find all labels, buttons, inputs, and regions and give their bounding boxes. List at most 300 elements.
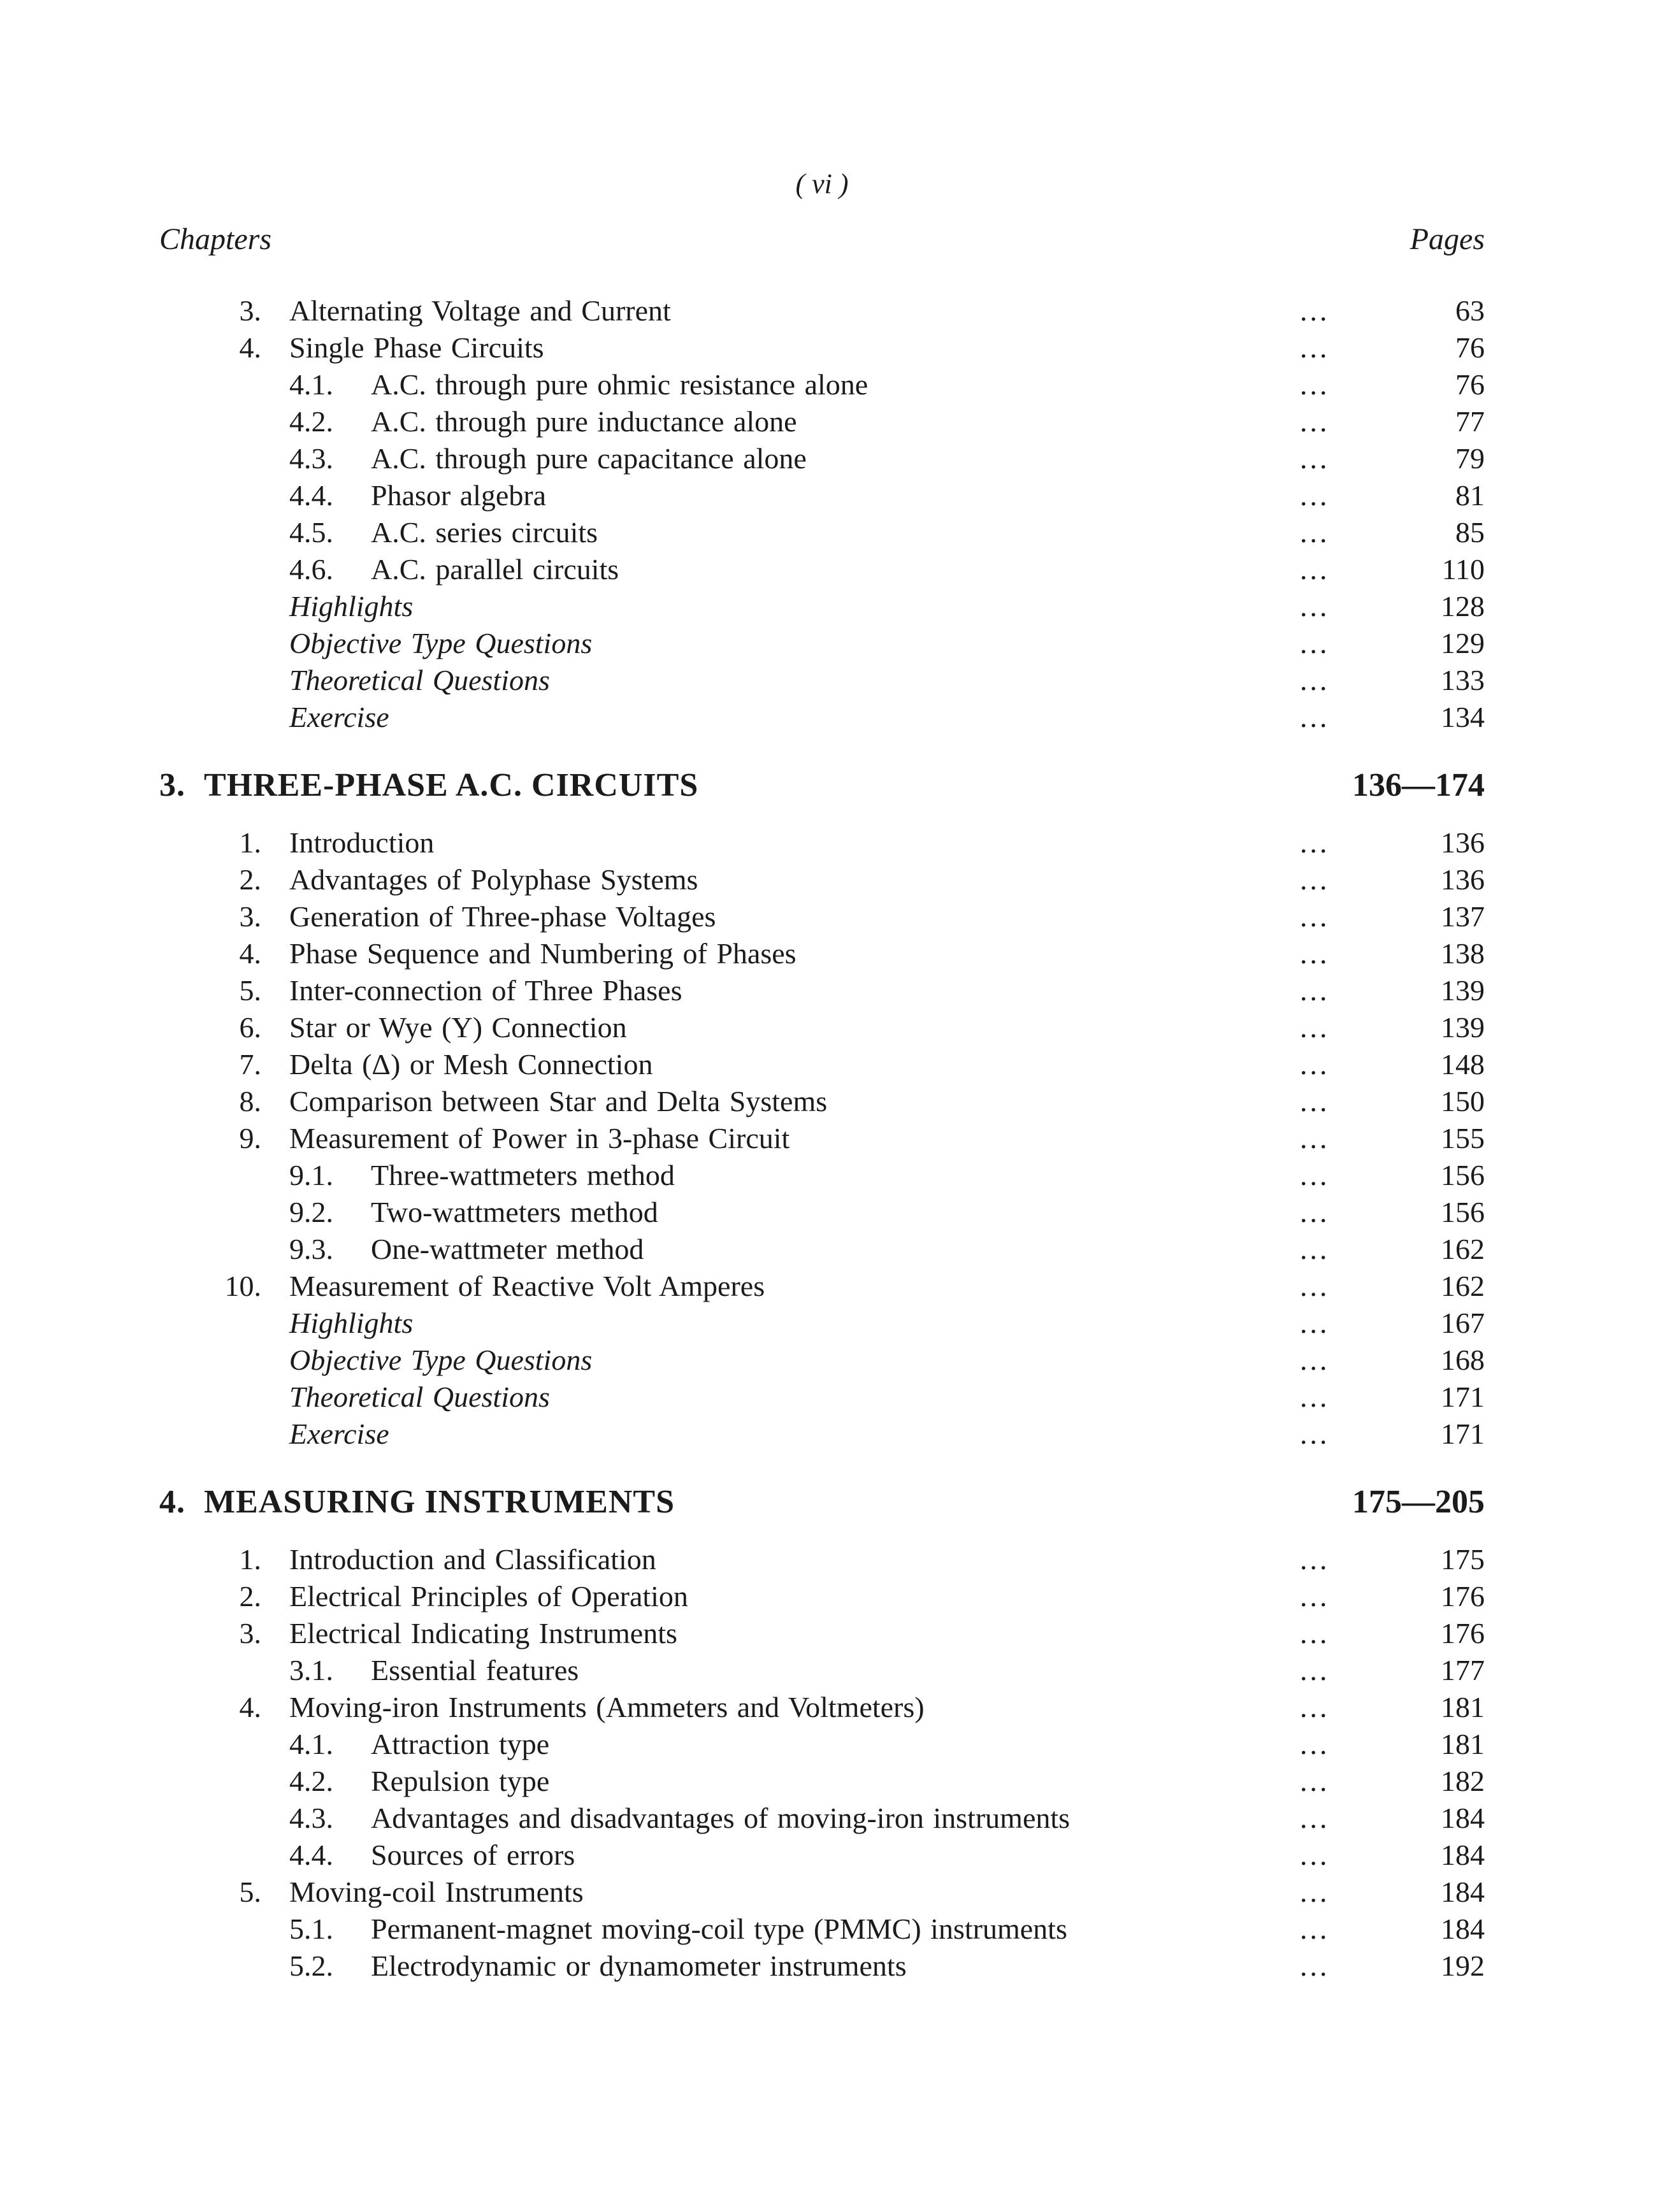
entry-number: [159, 551, 289, 588]
entry-label: Theoretical Questions: [289, 1381, 550, 1413]
entry-page-cell: [1300, 1911, 1485, 1948]
chapters-label: Chapters: [159, 222, 272, 256]
toc-row: [159, 403, 1485, 440]
entry-label-cell: [289, 625, 1300, 662]
dot-leader: ...: [1300, 1617, 1330, 1649]
entry-number: [159, 1231, 289, 1268]
entry-label: Exercise: [289, 1418, 389, 1450]
entry-page-cell: [1300, 440, 1485, 477]
toc-column-headers: [159, 222, 1485, 257]
toc-row: [159, 1541, 1485, 1578]
entry-number: 8.: [239, 1085, 261, 1117]
entry-label: Electrical Indicating Instruments: [289, 1617, 677, 1649]
toc-row: [159, 935, 1485, 972]
entry-label-cell: [289, 366, 1300, 403]
entry-number: [159, 1837, 289, 1874]
entry-page-cell: [1300, 1268, 1485, 1305]
entry-page-cell: [1300, 292, 1485, 329]
chapter-page-range: 175—205: [1352, 1484, 1485, 1520]
dot-leader: ...: [1300, 294, 1330, 327]
entry-page: 156: [1441, 1159, 1485, 1191]
dot-leader: ...: [1300, 627, 1330, 659]
entry-subnumber: 9.1.: [289, 1159, 333, 1191]
entry-label-cell: [289, 329, 1300, 366]
entry-page: 133: [1441, 664, 1485, 696]
dot-leader: ...: [1300, 1418, 1330, 1450]
entry-label: Generation of Three-phase Voltages: [289, 900, 716, 933]
dot-leader: ...: [1300, 863, 1330, 896]
entry-page: 176: [1441, 1617, 1485, 1649]
entry-label-cell: [289, 1763, 1300, 1800]
toc-row: [159, 1726, 1485, 1763]
entry-page: 63: [1455, 294, 1485, 327]
toc-row: [159, 514, 1485, 551]
toc-row: [159, 1763, 1485, 1800]
entry-subnumber: 4.2.: [289, 1765, 333, 1797]
toc-row: [159, 699, 1485, 736]
entry-number: [159, 1763, 289, 1800]
dot-leader: ...: [1300, 553, 1330, 585]
entry-number: [159, 1948, 289, 1985]
dot-leader: ...: [1300, 516, 1330, 549]
entry-page-cell: [1300, 1305, 1485, 1342]
dot-leader: ...: [1300, 1196, 1330, 1228]
toc-section: [159, 824, 1485, 1453]
toc-row: [159, 898, 1485, 935]
toc-row: [159, 1948, 1485, 1985]
entry-page-cell: [1300, 1083, 1485, 1120]
entry-number: [159, 1800, 289, 1837]
dot-leader: ...: [1300, 1839, 1330, 1871]
entry-page-cell: [1300, 1615, 1485, 1652]
toc-row: [159, 1578, 1485, 1615]
dot-leader: ...: [1300, 1159, 1330, 1191]
dot-leader: ...: [1300, 1233, 1330, 1265]
chapter-number: 3.: [159, 767, 185, 803]
entry-page: 150: [1441, 1085, 1485, 1117]
entry-page: 184: [1441, 1839, 1485, 1871]
entry-page: 129: [1441, 627, 1485, 659]
entry-number: [159, 1379, 289, 1416]
chapter-number: 4.: [159, 1484, 185, 1520]
entry-page-cell: [1300, 1763, 1485, 1800]
dot-leader: ...: [1300, 937, 1330, 970]
entry-label-cell: [289, 1231, 1300, 1268]
entry-page-cell: [1300, 1652, 1485, 1689]
entry-page: 167: [1441, 1307, 1485, 1339]
entry-number: 5.: [239, 974, 261, 1007]
entry-label: A.C. through pure capacitance alone: [371, 442, 807, 475]
entry-number: 2.: [239, 1580, 261, 1612]
entry-label-cell: [289, 1911, 1300, 1948]
entry-page-cell: [1300, 972, 1485, 1009]
entry-label: Two-wattmeters method: [371, 1196, 658, 1228]
entry-label-cell: [289, 440, 1300, 477]
toc-row: [159, 1305, 1485, 1342]
entry-page-cell: [1300, 1009, 1485, 1046]
entry-label: Theoretical Questions: [289, 664, 550, 696]
entry-page-cell: [1300, 1578, 1485, 1615]
entry-label: Electrodynamic or dynamometer instruments: [371, 1950, 907, 1982]
entry-label: Essential features: [371, 1654, 579, 1686]
entry-number: [159, 514, 289, 551]
entry-label-cell: [289, 1157, 1300, 1194]
entry-page-cell: [1300, 1800, 1485, 1837]
entry-number: [159, 1416, 289, 1453]
entry-subnumber: 4.3.: [289, 442, 333, 475]
entry-label-cell: [289, 1578, 1300, 1615]
toc-section: [159, 1541, 1485, 1985]
dot-leader: ...: [1300, 590, 1330, 622]
entry-number: [159, 1194, 289, 1231]
dot-leader: ...: [1300, 1913, 1330, 1945]
entry-page: 176: [1441, 1580, 1485, 1612]
entry-label: Repulsion type: [371, 1765, 550, 1797]
entry-label: Introduction: [289, 826, 435, 859]
entry-page: 138: [1441, 937, 1485, 970]
entry-page: 162: [1441, 1270, 1485, 1302]
entry-label: Measurement of Reactive Volt Amperes: [289, 1270, 765, 1302]
entry-label: Alternating Voltage and Current: [289, 294, 671, 327]
entry-number: [159, 699, 289, 736]
dot-leader: ...: [1300, 1691, 1330, 1723]
entry-label: Attraction type: [371, 1728, 550, 1760]
entry-label: Single Phase Circuits: [289, 331, 544, 364]
entry-subnumber: 5.1.: [289, 1913, 333, 1945]
entry-number: [159, 440, 289, 477]
entry-subnumber: 5.2.: [289, 1950, 333, 1982]
entry-label-cell: [289, 1416, 1300, 1453]
entry-label-cell: [289, 898, 1300, 935]
chapter-title: THREE-PHASE A.C. CIRCUITS: [204, 767, 699, 803]
toc-row: [159, 1911, 1485, 1948]
toc-row: [159, 972, 1485, 1009]
entry-subnumber: 4.3.: [289, 1802, 333, 1834]
entry-number: 5.: [239, 1876, 261, 1908]
entry-label-cell: [289, 1615, 1300, 1652]
entry-label-cell: [289, 1874, 1300, 1911]
toc-body: [159, 292, 1485, 1985]
entry-page-cell: [1300, 329, 1485, 366]
dot-leader: ...: [1300, 1728, 1330, 1760]
entry-page: 139: [1441, 974, 1485, 1007]
toc-row: [159, 1083, 1485, 1120]
entry-label-cell: [289, 477, 1300, 514]
entry-page: 168: [1441, 1344, 1485, 1376]
entry-subnumber: 4.4.: [289, 479, 333, 512]
dot-leader: ...: [1300, 1876, 1330, 1908]
entry-label: A.C. parallel circuits: [371, 553, 619, 585]
entry-label: A.C. through pure ohmic resistance alone: [371, 368, 869, 401]
entry-label: Objective Type Questions: [289, 1344, 593, 1376]
dot-leader: ...: [1300, 1543, 1330, 1576]
entry-label: Highlights: [289, 1307, 414, 1339]
entry-label: Three-wattmeters method: [371, 1159, 675, 1191]
entry-label-cell: [289, 588, 1300, 625]
entry-page-cell: [1300, 1120, 1485, 1157]
entry-label: Moving-iron Instruments (Ammeters and Voltmeters): [289, 1691, 925, 1723]
entry-subnumber: 4.2.: [289, 405, 333, 438]
toc-row: [159, 1800, 1485, 1837]
entry-page: 110: [1441, 553, 1485, 585]
entry-label-cell: [289, 1726, 1300, 1763]
entry-page-cell: [1300, 403, 1485, 440]
entry-label-cell: [289, 1379, 1300, 1416]
entry-label: Star or Wye (Y) Connection: [289, 1011, 627, 1044]
entry-page: 182: [1441, 1765, 1485, 1797]
entry-page: 128: [1441, 590, 1485, 622]
entry-label-cell: [289, 1009, 1300, 1046]
entry-page-cell: [1300, 1689, 1485, 1726]
dot-leader: ...: [1300, 1048, 1330, 1081]
entry-number: [159, 477, 289, 514]
toc-row: [159, 1416, 1485, 1453]
toc-row: [159, 1837, 1485, 1874]
entry-page-cell: [1300, 625, 1485, 662]
entry-number: 9.: [239, 1122, 261, 1154]
toc-row: [159, 1652, 1485, 1689]
entry-number: 3.: [239, 1617, 261, 1649]
entry-number: 4.: [239, 937, 261, 970]
entry-page-cell: [1300, 1194, 1485, 1231]
entry-page: 76: [1455, 368, 1485, 401]
entry-number: [159, 1305, 289, 1342]
toc-row: [159, 477, 1485, 514]
toc-row: [159, 1194, 1485, 1231]
toc-row: [159, 824, 1485, 861]
dot-leader: ...: [1300, 479, 1330, 512]
entry-label: Moving-coil Instruments: [289, 1876, 584, 1908]
entry-number: [159, 1342, 289, 1379]
entry-page-cell: [1300, 1342, 1485, 1379]
entry-page-cell: [1300, 551, 1485, 588]
entry-label-cell: [289, 1305, 1300, 1342]
entry-label-cell: [289, 1194, 1300, 1231]
entry-label: A.C. series circuits: [371, 516, 598, 549]
dot-leader: ...: [1300, 1580, 1330, 1612]
chapter-heading: [159, 763, 1485, 808]
page-folio: ( vi ): [795, 168, 849, 199]
entry-label-cell: [289, 1046, 1300, 1083]
dot-leader: ...: [1300, 1270, 1330, 1302]
entry-page-cell: [1300, 477, 1485, 514]
entry-page: 139: [1441, 1011, 1485, 1044]
dot-leader: ...: [1300, 442, 1330, 475]
toc-row: [159, 1874, 1485, 1911]
entry-label-cell: [289, 403, 1300, 440]
entry-number: 3.: [239, 900, 261, 933]
entry-number: [159, 366, 289, 403]
entry-label: Sources of errors: [371, 1839, 575, 1871]
entry-subnumber: 4.6.: [289, 553, 333, 585]
entry-number: [159, 1157, 289, 1194]
entry-label: Comparison between Star and Delta Systems: [289, 1085, 828, 1117]
entry-label: Phase Sequence and Numbering of Phases: [289, 937, 797, 970]
entry-page: 184: [1441, 1876, 1485, 1908]
entry-number: 4.: [239, 1691, 261, 1723]
dot-leader: ...: [1300, 1122, 1330, 1154]
entry-page-cell: [1300, 1379, 1485, 1416]
entry-number: [159, 625, 289, 662]
entry-page: 134: [1441, 701, 1485, 733]
entry-page-cell: [1300, 1837, 1485, 1874]
entry-page: 181: [1441, 1728, 1485, 1760]
entry-subnumber: 4.4.: [289, 1839, 333, 1871]
entry-label: A.C. through pure inductance alone: [371, 405, 797, 438]
entry-number: 4.: [239, 331, 261, 364]
toc-row: [159, 861, 1485, 898]
dot-leader: ...: [1300, 1381, 1330, 1413]
entry-page: 192: [1441, 1950, 1485, 1982]
toc-row: [159, 329, 1485, 366]
entry-label: Introduction and Classification: [289, 1543, 656, 1576]
entry-label: Highlights: [289, 590, 414, 622]
entry-label: Inter-connection of Three Phases: [289, 974, 682, 1007]
toc-row: [159, 440, 1485, 477]
entry-page: 171: [1441, 1418, 1485, 1450]
dot-leader: ...: [1300, 1307, 1330, 1339]
dot-leader: ...: [1300, 701, 1330, 733]
toc-row: [159, 1615, 1485, 1652]
entry-page-cell: [1300, 588, 1485, 625]
entry-label-cell: [289, 1342, 1300, 1379]
entry-number: 2.: [239, 863, 261, 896]
toc-row: [159, 1120, 1485, 1157]
entry-label-cell: [289, 551, 1300, 588]
entry-page-cell: [1300, 1541, 1485, 1578]
toc-section: [159, 292, 1485, 736]
dot-leader: ...: [1300, 1085, 1330, 1117]
entry-page: 155: [1441, 1122, 1485, 1154]
entry-label-cell: [289, 861, 1300, 898]
entry-label-cell: [289, 1541, 1300, 1578]
entry-label-cell: [289, 1837, 1300, 1874]
toc-row: [159, 1231, 1485, 1268]
dot-leader: ...: [1300, 664, 1330, 696]
toc-row: [159, 1689, 1485, 1726]
entry-label-cell: [289, 699, 1300, 736]
toc-row: [159, 1046, 1485, 1083]
dot-leader: ...: [1300, 1011, 1330, 1044]
entry-page: 79: [1455, 442, 1485, 475]
dot-leader: ...: [1300, 900, 1330, 933]
entry-page: 162: [1441, 1233, 1485, 1265]
entry-number: [159, 403, 289, 440]
entry-number: 7.: [239, 1048, 261, 1081]
entry-page-cell: [1300, 1416, 1485, 1453]
toc-row: [159, 1379, 1485, 1416]
entry-label: Phasor algebra: [371, 479, 547, 512]
entry-label: Delta (Δ) or Mesh Connection: [289, 1048, 653, 1081]
entry-label-cell: [289, 662, 1300, 699]
dot-leader: ...: [1300, 331, 1330, 364]
entry-page-cell: [1300, 1948, 1485, 1985]
entry-label-cell: [289, 292, 1300, 329]
entry-page-cell: [1300, 1874, 1485, 1911]
entry-label-cell: [289, 824, 1300, 861]
entry-page-cell: [1300, 824, 1485, 861]
entry-page: 81: [1455, 479, 1485, 512]
dot-leader: ...: [1300, 826, 1330, 859]
dot-leader: ...: [1300, 1802, 1330, 1834]
toc-row: [159, 662, 1485, 699]
entry-label-cell: [289, 1948, 1300, 1985]
dot-leader: ...: [1300, 974, 1330, 1007]
entry-subnumber: 4.5.: [289, 516, 333, 549]
entry-page: 177: [1441, 1654, 1485, 1686]
entry-label-cell: [289, 935, 1300, 972]
toc-row: [159, 366, 1485, 403]
entry-label: Advantages and disadvantages of moving-iron instruments: [371, 1802, 1070, 1834]
entry-number: [159, 1911, 289, 1948]
entry-label-cell: [289, 1120, 1300, 1157]
entry-page: 184: [1441, 1913, 1485, 1945]
entry-page: 136: [1441, 826, 1485, 859]
entry-page: 148: [1441, 1048, 1485, 1081]
entry-page-cell: [1300, 1231, 1485, 1268]
entry-page: 181: [1441, 1691, 1485, 1723]
entry-subnumber: 4.1.: [289, 1728, 333, 1760]
entry-label-cell: [289, 514, 1300, 551]
dot-leader: ...: [1300, 368, 1330, 401]
entry-number: [159, 1652, 289, 1689]
entry-page-cell: [1300, 1726, 1485, 1763]
entry-page: 156: [1441, 1196, 1485, 1228]
entry-page-cell: [1300, 898, 1485, 935]
dot-leader: ...: [1300, 1765, 1330, 1797]
toc-row: [159, 292, 1485, 329]
entry-page: 137: [1441, 900, 1485, 933]
entry-number: [159, 588, 289, 625]
toc-row: [159, 551, 1485, 588]
entry-page: 171: [1441, 1381, 1485, 1413]
entry-label: Advantages of Polyphase Systems: [289, 863, 698, 896]
entry-page-cell: [1300, 699, 1485, 736]
entry-page-cell: [1300, 1046, 1485, 1083]
chapter-page-range: 136—174: [1352, 767, 1485, 803]
entry-subnumber: 3.1.: [289, 1654, 333, 1686]
entry-page-cell: [1300, 366, 1485, 403]
entry-number: 6.: [239, 1011, 261, 1044]
chapter-title: MEASURING INSTRUMENTS: [204, 1484, 675, 1520]
entry-label: Permanent-magnet moving-coil type (PMMC) instruments: [371, 1913, 1067, 1945]
toc-row: [159, 625, 1485, 662]
dot-leader: ...: [1300, 1950, 1330, 1982]
entry-page: 136: [1441, 863, 1485, 896]
entry-page: 184: [1441, 1802, 1485, 1834]
entry-label: Electrical Principles of Operation: [289, 1580, 688, 1612]
toc-row: [159, 1342, 1485, 1379]
entry-number: 10.: [224, 1270, 261, 1302]
entry-page-cell: [1300, 935, 1485, 972]
entry-subnumber: 4.1.: [289, 368, 333, 401]
entry-label-cell: [289, 1800, 1300, 1837]
entry-page-cell: [1300, 1157, 1485, 1194]
entry-page: 85: [1455, 516, 1485, 549]
toc-row: [159, 588, 1485, 625]
entry-page-cell: [1300, 514, 1485, 551]
entry-page-cell: [1300, 861, 1485, 898]
entry-page: 77: [1455, 405, 1485, 438]
entry-label: Objective Type Questions: [289, 627, 593, 659]
entry-label-cell: [289, 1689, 1300, 1726]
entry-number: 1.: [239, 1543, 261, 1576]
dot-leader: ...: [1300, 1654, 1330, 1686]
entry-page: 175: [1441, 1543, 1485, 1576]
dot-leader: ...: [1300, 405, 1330, 438]
entry-label-cell: [289, 972, 1300, 1009]
entry-page: 76: [1455, 331, 1485, 364]
